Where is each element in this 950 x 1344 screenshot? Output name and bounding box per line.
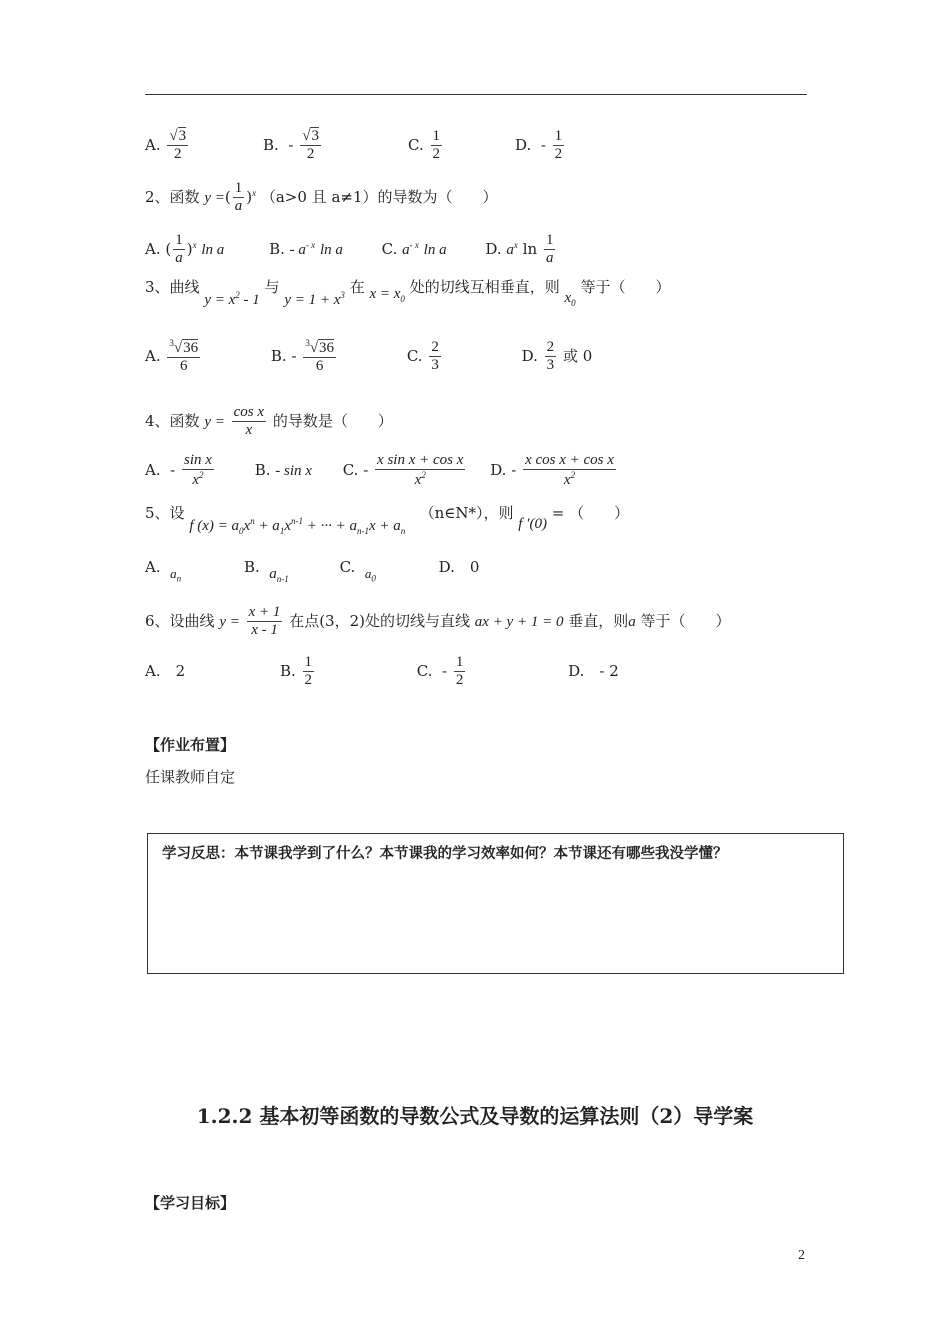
- header-rule: [145, 94, 807, 95]
- page-number: 2: [798, 1248, 805, 1263]
- goals-heading: 【学习目标】: [145, 1194, 236, 1212]
- question-6: 6、设曲线 y = $\frac{x + 1}{x - 1}$ 在点(3，2)处的切线与直线 ax + y + 1 = 0 垂直，则a 等于（ ）: [145, 604, 731, 639]
- reflection-prompt: 学习反思：本节课我学到了什么？本节课我的学习效率如何？本节课还有哪些我没学懂？: [162, 846, 728, 862]
- q1-option-a: A. $\frac{√3}{2}$: [145, 128, 187, 163]
- homework-text: 任课教师自定: [145, 768, 236, 786]
- section-title: 1.2.2 基本初等函数的导数公式及导数的运算法则（2）导学案: [196, 1104, 754, 1128]
- question-5: 5、设 f $(x) = a_0x^n + a_1x^{n-1}$ + ··· + $a_{n-1}x + a_n$ （n∈N*），则 f ′(0) = （ ）: [145, 504, 630, 536]
- homework-heading: 【作业布置】: [145, 736, 236, 754]
- q2-options: A. ( $\frac{1}{a}$ )$^x$ ln a B. - $a^{- x}$ ln a C. $a^{- x}$ ln a D. $a^x$ ln $\frac{1}{a}$: [145, 232, 554, 267]
- q1-option-c: C. $\frac{1}{2}$: [408, 128, 440, 163]
- q4-options: A. - $\frac{\text{sin x}}{x^2}$ B. - sin x C. - $\frac{\text{x sin x + cos x}}{x^2}$ D. - $\frac{\text{x cos x + cos x}}{x^2}$: [145, 452, 614, 489]
- q1-option-b: B. - $\frac{√3}{2}$: [263, 128, 319, 163]
- question-4: 4、函数 y = $\frac{\text{cos x}}{x}$ 的导数是（ ）: [145, 404, 393, 439]
- question-3: 3、曲线 $y = x^2 - 1$ 与 $y = 1 + x^3$ 在 $x = x_0$ 处的切线互相垂直，则 $x_0$ 等于（ ）: [145, 278, 671, 308]
- q1-option-d: D. - $\frac{1}{2}$: [515, 128, 563, 163]
- q3-options: A. $\frac{^3√36}{6}$ B. - $\frac{^3√36}{6}$ C. $\frac{2}{3}$ D. $\frac{2}{3}$ 或 0: [145, 338, 593, 375]
- q5-options: A. $a_n$ B. $a_{n-1}$ C. $a_0$ D. 0: [145, 558, 480, 584]
- q6-options: A. 2 B. $\frac{1}{2}$ C. - $\frac{1}{2}$ D. - 2: [145, 654, 619, 689]
- reflection-box: [147, 833, 844, 974]
- question-2: 2、函数 y =( $\frac{1}{a}$ )$^x$ （a>0 且 a≠1）的导数为（ ）: [145, 180, 498, 215]
